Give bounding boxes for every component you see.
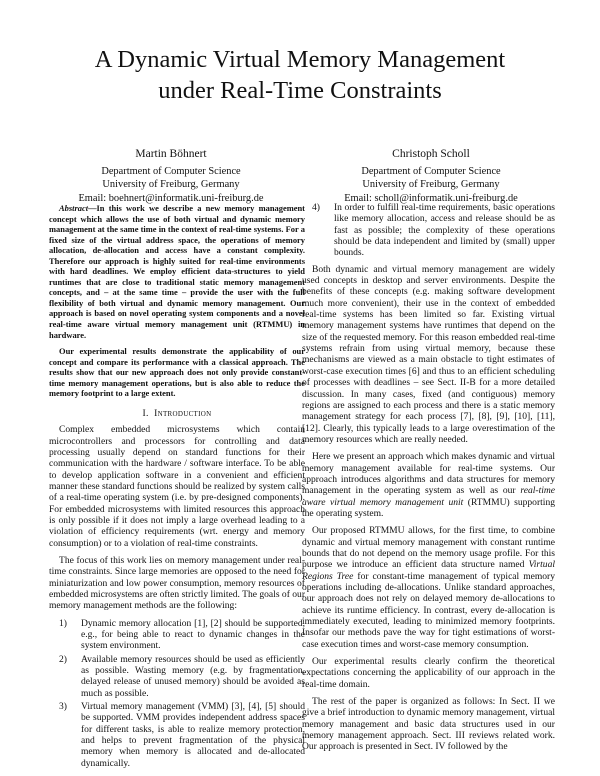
- list-item: [302, 202, 555, 259]
- author-block-1: [56, 148, 286, 205]
- paragraph: [302, 451, 555, 519]
- title-line-2: under Real-Time Constraints: [158, 77, 442, 104]
- goals-list: [49, 618, 305, 769]
- paragraph-text: Here we present an approach which makes dynamic and virtual memory management available for real-time systems. Our approach introduces algorithms and data structures for memory management in the operating system as well as our: [302, 451, 555, 497]
- paragraph: Complex embedded microsystems which contain microcontrollers and processors for controlling and data processing usually depend on standard functions for their communication with the hardware / software interface. To be able to develop application software in a convenient and efficient manner these standard functions should be realized by system calls of a real-time operating system (i.e. by pre-designed components). For embedded microsystems with limited resources this approach is only possible if it does not imply a large overhead leading to a violation of efficiency requirements (wrt. energy and memory consumption) or to a violation of real-time constraints.: [49, 424, 305, 549]
- paragraph: Our experimental results clearly confirm the theoretical expectations concerning the applicability of our approach in the real-time domain.: [302, 656, 555, 690]
- list-item: [49, 618, 305, 652]
- list-item: [49, 701, 305, 769]
- list-text: In order to fulfill real-time requirements, basic operations like memory allocation, access and release should be as fast as possible; the complexity of these operations should be data independent and limited by (small) upper bounds.: [334, 202, 555, 259]
- section-heading: [49, 408, 305, 419]
- paragraph-text: Our proposed RTMMU allows, for the first time, to combine dynamic and virtual memory management with constant runtime bounds that do not depend on the memory usage profile. For this purpose we introduce an efficient data structure named: [302, 525, 555, 571]
- paragraph-text: (RTMMU) supporting the operating system.: [302, 496, 555, 519]
- author-dept: Department of Computer Science: [361, 165, 501, 177]
- author-email: Email: boehnert@informatik.uni-freiburg.de: [78, 192, 264, 204]
- author-univ: University of Freiburg, Germany: [362, 179, 500, 191]
- section-number: I.: [142, 407, 149, 419]
- abstract-text-2: Our experimental results demonstrate the applicability of our concept and compare its performance with a classical approach. The results show that our new approach does not only provide constant-time memory management operations, but is also able to reduce the memory footprint to a large extent.: [49, 346, 305, 399]
- list-number: 3): [59, 701, 67, 713]
- author-name: Martin Böhnert: [135, 148, 207, 160]
- list-number: 4): [312, 202, 320, 213]
- paragraph: Both dynamic and virtual memory management are widely used concepts in desktop and server environments. Despite the benefits of these concepts (e.g. making software development much more convenient), their use in the context of embedded real-time systems has been limited so far. Existing virtual memory management systems have runtimes that depend on the size of the requested memory. For this reason embedded real-time systems refrain from using virtual memory, because these mechanisms are viewed as a main obstacle to tight estimates of worst-case execution times [6] and thus to an efficient scheduling of processes with deadlines – see Sect. II-B for a more detailed discussion. In many cases, fixed (and contiguous) memory regions are assigned to each process and there is a static memory management strategy for each process [7], [8], [9], [10], [11], [12]. Clearly, this typically leads to a large overestimation of the memory resources which are really needed.: [302, 263, 555, 445]
- emphasis: real-time aware virtual memory management unit: [302, 485, 555, 508]
- section-title: Introduction: [154, 407, 212, 419]
- abstract-label: Abstract: [59, 203, 89, 213]
- list-number: 2): [59, 653, 67, 665]
- author-name: Christoph Scholl: [392, 148, 470, 160]
- paragraph: The rest of the paper is organized as follows: In Sect. II we give a brief introduction to dynamic memory management, virtual memory management and basic data structures used in our memory management approach. Sect. III reviews related work. Our approach is presented in Sect. IV followed by the: [302, 696, 555, 753]
- emphasis: Virtual Regions Tree: [302, 559, 555, 582]
- abstract: [49, 203, 305, 399]
- list-item: [49, 654, 305, 699]
- paper-title: [0, 44, 600, 106]
- list-number: 1): [59, 617, 67, 629]
- left-column: [49, 203, 305, 774]
- paragraph: [302, 525, 555, 650]
- title-line-1: A Dynamic Virtual Memory Management: [94, 46, 506, 73]
- paragraph-text: for constant-time management of typical memory operations including de-allocations. Unlike standard approaches, our approach does not rely on delayed memory de-allocations to achieve its runtime efficiency. In contrast, every de-allocation is immediately executed, leading to minimized memory footprints. Insofar our methods pave the way for tight estimations of worst-case execution times and worst-case memory consumption.: [302, 570, 556, 650]
- right-column: [302, 202, 555, 759]
- list-text: Available memory resources should be used as efficiently as possible. Wasting memory (e.g. by fragmentation, delayed release of unused memory) should be avoided as much as possible.: [81, 653, 305, 699]
- abstract-text: —In this work we describe a new memory management concept which allows the use of both virtual and dynamic memory management at the same time in the context of real-time systems. For a fixed size of the virtual address space, the operations of memory allocation, de-allocation and access have a constant complexity. Therefore our approach is highly suited for real-time environments with hard deadlines. We employ efficient data-structures to yield runtimes that are close to traditional static memory management concepts, and – at the same time – provide the user with the full flexibility of both virtual and dynamic memory management. Our approach is based on novel operating system components and a novel real-time aware virtual memory management unit (RTMMU) in hardware.: [49, 203, 305, 340]
- author-univ: University of Freiburg, Germany: [102, 179, 240, 191]
- goals-list-continued: [302, 202, 555, 259]
- list-text: Virtual memory management (VMM) [3], [4], [5] should be supported. VMM provides independent address spaces for different tasks, is able to realize memory protection, and helps to prevent fragmentation of the physical memory when memory is allocated and de-allocated dynamically.: [81, 701, 305, 769]
- author-email: Email: scholl@informatik.uni-freiburg.de: [344, 192, 518, 204]
- paragraph: The focus of this work lies on memory management under real-time constraints. Since large memories are opposed to the need for miniaturization and low power consumption, memory resources of embedded microsystems are often strictly limited. The goals of our memory management methods are the following:: [49, 554, 305, 612]
- author-block-2: [316, 148, 546, 205]
- author-dept: Department of Computer Science: [101, 165, 241, 177]
- list-text: Dynamic memory allocation [1], [2] should be supported, e.g., for being able to react to dynamic changes in the system environment.: [81, 617, 305, 652]
